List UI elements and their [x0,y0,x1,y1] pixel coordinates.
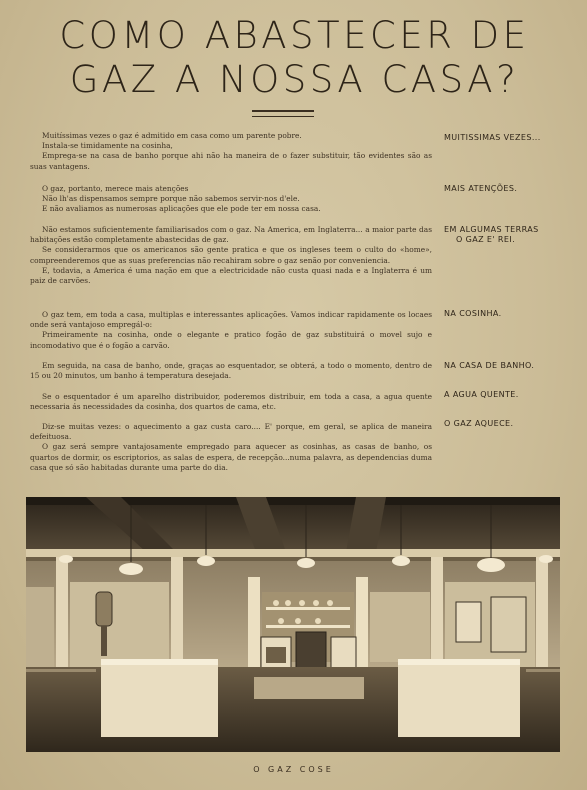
paragraph-line: Não estamos suficientemente familiarisados com o gaz. Na America, em Inglaterra... a maior parte das habitações estão completamente abastecidas de gaz. [30,225,432,245]
paragraph-3 [30,225,432,286]
paragraph-line: O gaz tem, em toda a casa, multiplas e interessantes aplicações. Vamos indicar rapidamente os locaes onde será vantajoso empregál-o: [30,310,432,330]
side-head-line: O GAZ AQUECE. [444,419,514,428]
paragraph-line: E não avaliamos as numerosas aplicações que ele pode ter em nossa casa. [42,204,321,214]
side-head-line: NA COSINHA. [444,309,502,318]
paragraph-2 [30,184,432,215]
paragraph-line: Em seguida, na casa de banho, onde, graças ao esquentador, se obterá, a todo o momento, dentro de 15 ou 20 minutos, um banho á temperatura desejada. [30,361,432,381]
paragraph-4 [30,310,432,351]
side-head-5 [444,361,574,371]
paragraph-line: Instala-se timidamente na cosinha, [42,141,173,151]
paragraph-line: Se considerarmos que os americanos são gente pratica e que os ingleses teem o culto do «home», compreenderemos que as suas preferencias não recahiram sobre o gaz senão por conveniencia. [30,245,432,265]
paragraph-line: O gaz, portanto, merece mais atenções [42,184,189,193]
side-head-6 [444,390,574,400]
paragraph-line: O gaz será sempre vantajosamente empregado para aquecer as cosinhas, as casas de banho, os quartos de dormir, os escriptorios, as salas de espera, de recepção...numa palavra, as dependencias duma casa que só são habitadas durante uma parte do dia. [30,442,432,472]
paragraph-line: Muitíssimas vezes o gaz é admitido em casa como um parente pobre. [42,131,302,140]
paragraph-6 [30,392,432,412]
photo-caption: O GAZ COSE [253,765,334,774]
title-line-1: COMO ABASTECER DE [59,14,530,57]
side-head-line: A AGUA QUENTE. [444,390,519,399]
side-head-7 [444,419,574,429]
kitchen-photo-illustration [26,497,560,752]
side-head-line: MUITISSIMAS VEZES... [444,133,541,142]
paragraph-line: E, todavia, a America é uma nação em que a electricidade não custa quasi nada e a Inglaterra é um paiz de carvões. [30,265,432,286]
side-head-1 [444,133,574,143]
side-head-line: EM ALGUMAS TERRAS [444,225,539,234]
paragraph-line: Primeiramente na cosinha, onde o elegante e pratico fogão de gaz substituirá o movel sujo e incomodativo que é o fogão a carvão. [30,330,432,350]
side-head-line: NA CASA DE BANHO. [444,361,535,370]
title-line-2: GAZ A NOSSA CASA? [69,58,520,101]
side-head-line: MAIS ATENÇÕES. [444,184,518,193]
title-divider [252,110,314,117]
page-title [22,14,567,102]
side-head-line: O GAZ E' REI. [456,235,516,244]
side-head-3 [444,225,574,245]
paragraph-line: Emprega-se na casa de banho porque ahi não ha maneira de o fazer substituir, tão evidentes são as suas vantagens. [30,151,432,171]
kitchen-exhibition-photo [26,497,560,752]
paragraph-line: Se o esquentador é um aparelho distribuidor, poderemos distribuir, em toda a casa, a agua quente necessaria ás necessidades da cosinha, dos quartos de cama, etc. [30,392,432,412]
paragraph-7 [30,422,432,473]
paragraph-5 [30,361,432,381]
side-head-2 [444,184,574,194]
side-head-4 [444,309,574,319]
paragraph-line: Não lh'as dispensamos sempre porque não sabemos servir-nos d'ele. [42,194,300,204]
paragraph-1 [30,131,432,172]
paragraph-line: Diz-se muitas vezes: o aquecimento a gaz custa caro.... E' porque, em geral, se aplica de maneira defeituosa. [30,422,432,442]
